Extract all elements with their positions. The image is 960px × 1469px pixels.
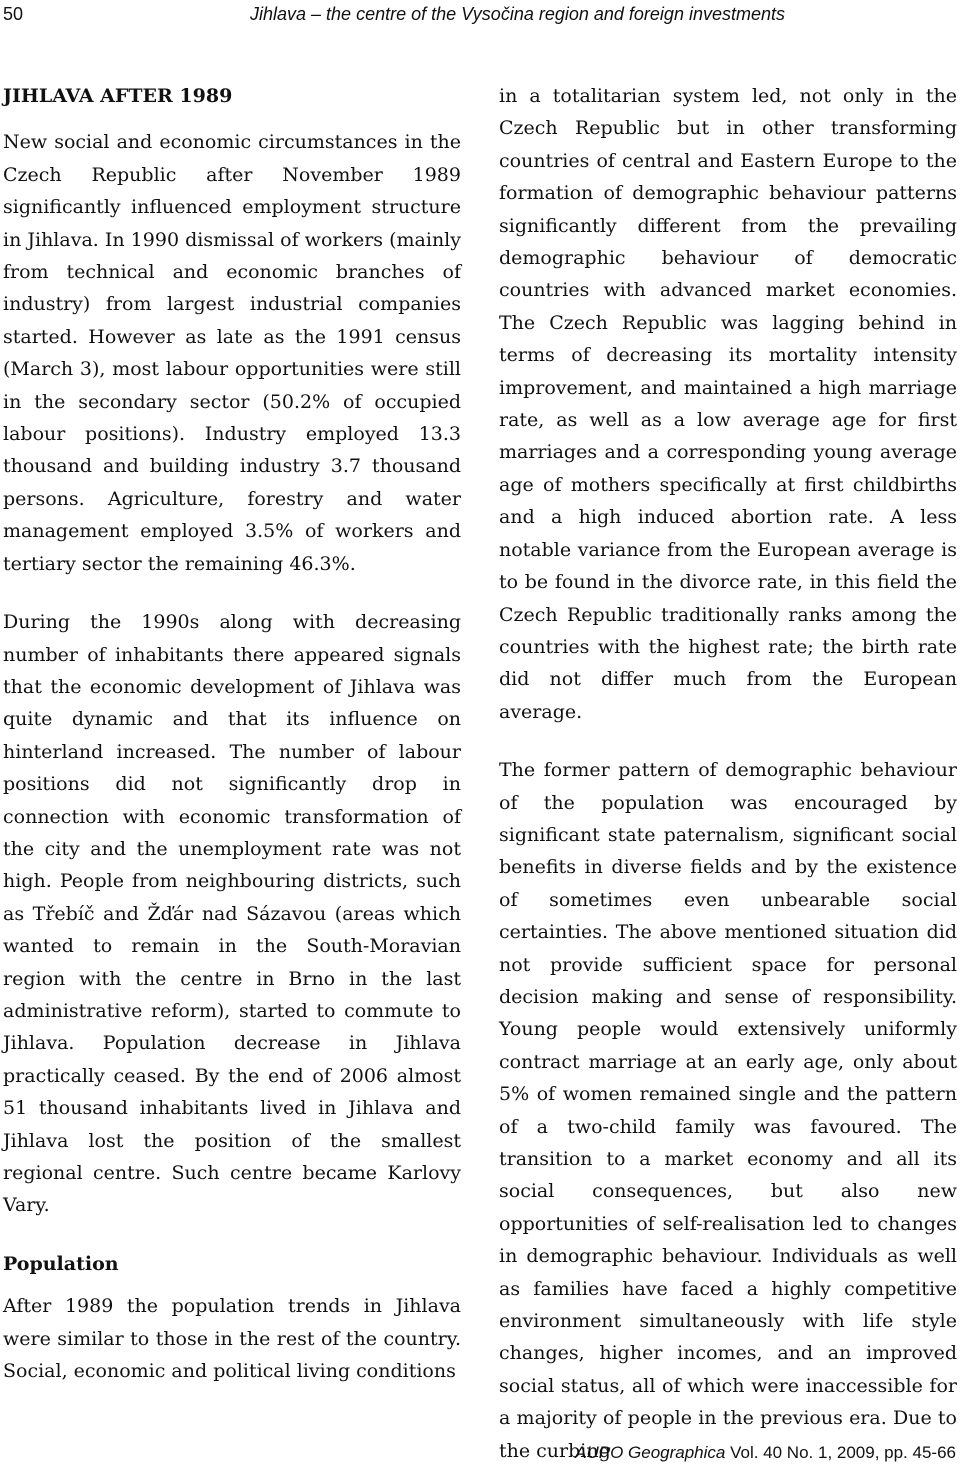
running-title: Jihlava – the centre of the Vysočina region and foreign investments <box>250 4 785 24</box>
volume-info: Vol. 40 No. 1, 2009, pp. 45-66 <box>725 1443 956 1462</box>
paragraph-1990s: During the 1990s along with decreasing number of inhabitants there appeared signals that the economic development of Jihlava was quite dynamic and that its influence on hinterland increased. The number of labour positions did not significantly drop in connection with economic transformation of the city and the unemployment rate was not high. People from neighbouring districts, such as Třebíč and Žďár nad Sázavou (areas which wanted to remain in the South-Moravian region with the centre in Brno in the last administrative reform), started to commute to Jihlava. Population decrease in Jihlava practically ceased. By the end of 2006 almost 51 thousand inhabitants lived in Jihlava and Jihlava lost the position of the smallest regional centre. Such centre became Karlovy Vary. <box>3 611 461 1217</box>
left-column <box>3 80 461 1387</box>
page-number: 50 <box>3 4 24 24</box>
subsection-heading-population: Population <box>3 1252 119 1275</box>
journal-name: AUPO Geographica <box>575 1443 726 1462</box>
paragraph-population: After 1989 the population trends in Jihlava were similar to those in the rest of the country. Social, economic and political living conditions <box>3 1295 461 1383</box>
footer-citation <box>575 1443 956 1463</box>
section-heading: JIHLAVA AFTER 1989 <box>3 85 233 107</box>
paragraph-employment: New social and economic circumstances in the Czech Republic after November 1989 significantly influenced employment structure in Jihlava. In 1990 dismissal of workers (mainly from technical and economic branches of industry) from largest industrial companies started. However as late as the 1991 census (March 3), most labour opportunities were still in the secondary sector (50.2% of occupied labour positions). Industry employed 13.3 thousand and building industry 3.7 thousand persons. Agriculture, forestry and water management employed 3.5% of workers and tertiary sector the remaining 46.3%. <box>3 131 461 575</box>
right-column <box>499 80 957 1467</box>
paragraph-demographic-pattern: The former pattern of demographic behaviour of the population was encouraged by significant state paternalism, significant social benefits in diverse fields and by the existence of sometimes even unbearable social certainties. The above mentioned situation did not provide sufficient space for personal decision making and sense of responsibility. Young people would extensively uniformly contract marriage at an early age, only about 5% of women remained single and the pattern of a two-child family was favoured. The transition to a market economy and all its social consequences, but also new opportunities of self-realisation led to changes in demographic behaviour. Individuals as well as families have faced a highly competitive environment simultaneously with life style changes, higher incomes, and an improved social status, all of which were inaccessible for a majority of people in the previous era. Due to the curbing <box>499 759 957 1462</box>
paragraph-totalitarian: in a totalitarian system led, not only in the Czech Republic but in other transforming countries of central and Eastern Europe to the formation of demographic behaviour patterns significantly different from the prevailing demographic behaviour of democratic countries with advanced market economies. The Czech Republic was lagging behind in terms of decreasing its mortality intensity improvement, and maintained a high marriage rate, as well as a low average age for first marriages and a corresponding young average age of mothers specifically at first childbirths and a high induced abortion rate. A less notable variance from the European average is to be found in the divorce rate, in this field the Czech Republic traditionally ranks among the countries with the highest rate; the birth rate did not differ much from the European average. <box>499 85 957 723</box>
